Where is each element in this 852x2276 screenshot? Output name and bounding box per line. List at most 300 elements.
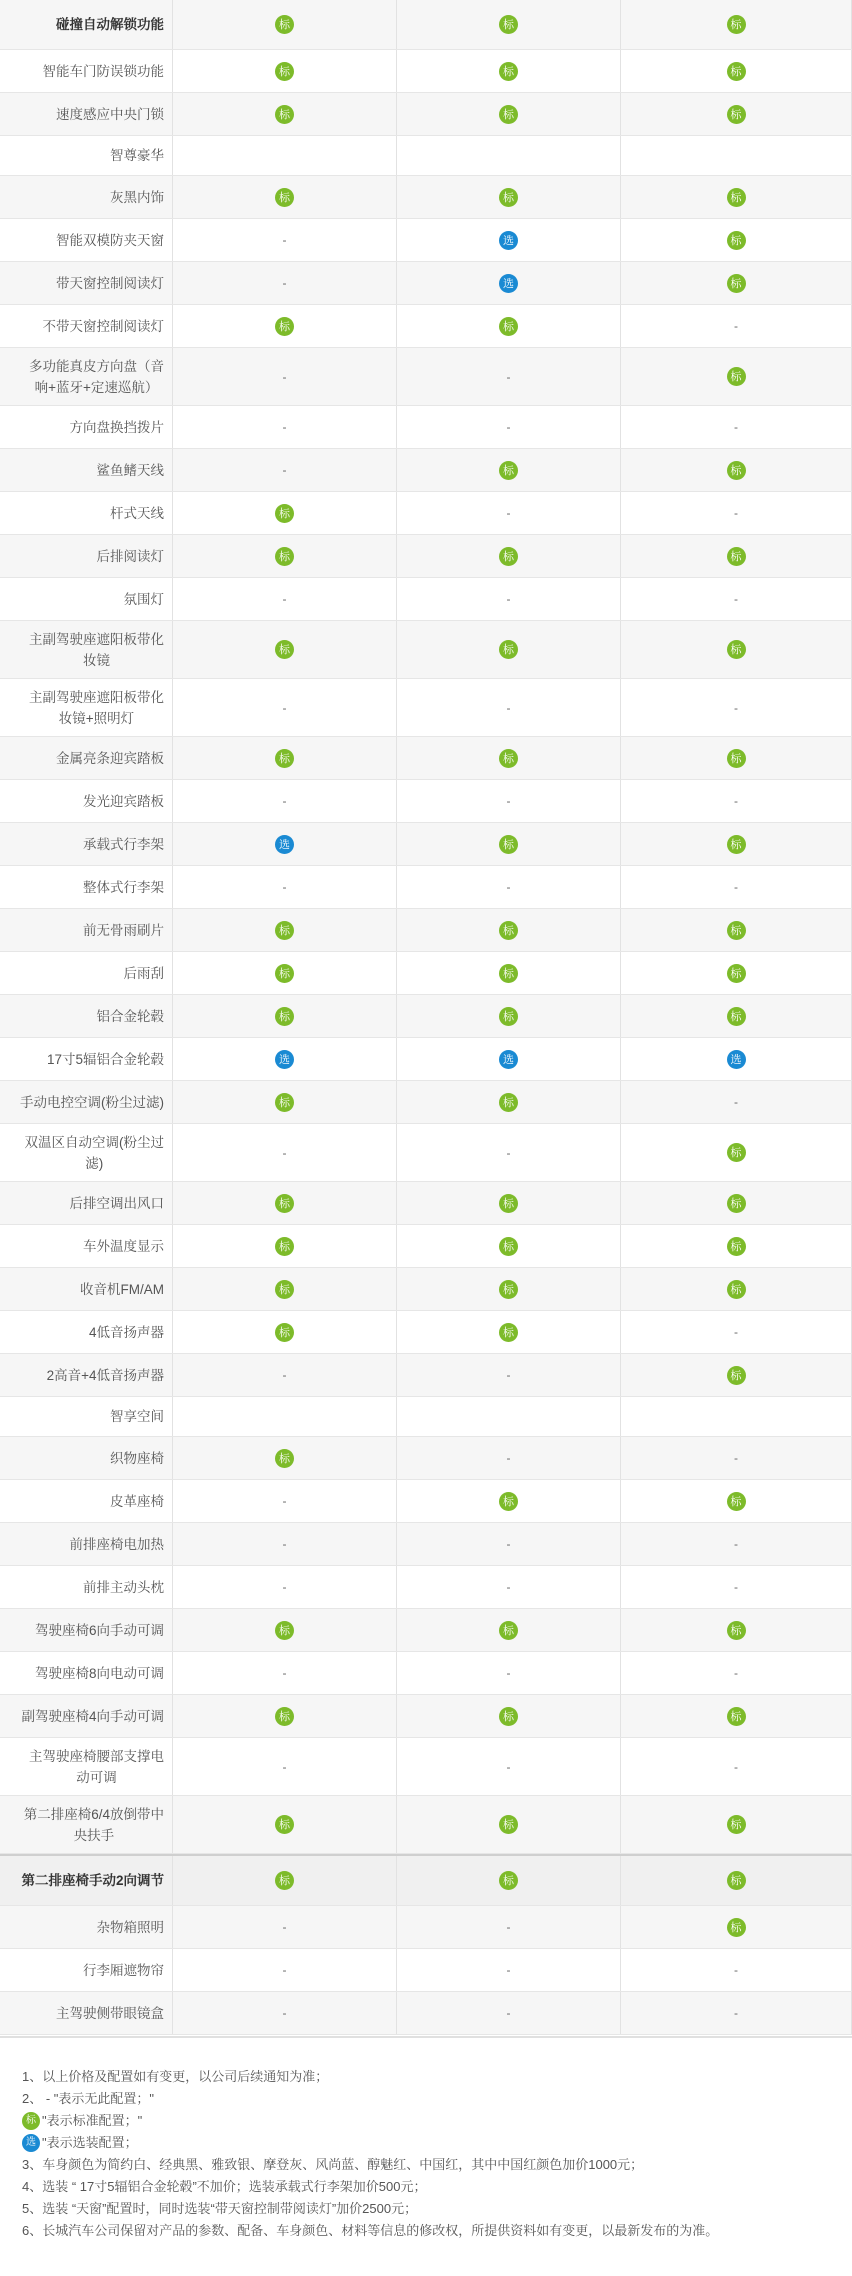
value-cell	[397, 219, 621, 261]
not-available-dash: -	[734, 319, 738, 333]
standard-badge-icon: 标	[499, 640, 518, 659]
value-cell	[173, 866, 397, 908]
table-row	[0, 1854, 852, 1906]
standard-badge-icon: 标	[22, 2112, 40, 2130]
value-cell	[621, 909, 852, 951]
value-cell	[621, 136, 852, 175]
standard-badge-icon: 标	[499, 1871, 518, 1890]
standard-badge-icon: 标	[499, 964, 518, 983]
row-label-line: 主驾驶座椅腰部支撑电	[29, 1748, 164, 1764]
value-cell	[621, 1437, 852, 1479]
value-cell	[397, 1695, 621, 1737]
note-line	[22, 2154, 852, 2176]
table-row	[0, 305, 852, 348]
row-label-line: 后雨刮	[123, 965, 164, 981]
table-row	[0, 492, 852, 535]
value-cell	[397, 305, 621, 347]
table-row	[0, 578, 852, 621]
not-available-dash: -	[282, 463, 287, 477]
value-cell	[397, 1609, 621, 1651]
value-cell	[397, 909, 621, 951]
notes-section	[0, 2036, 852, 2276]
row-label-line: 响+蓝牙+定速巡航）	[34, 379, 159, 395]
value-cell	[621, 737, 852, 779]
table-row	[0, 1609, 852, 1652]
value-cell	[397, 1992, 621, 2034]
value-cell	[397, 1437, 621, 1479]
standard-badge-icon: 标	[499, 62, 518, 81]
standard-badge-icon: 标	[275, 921, 294, 940]
table-row	[0, 219, 852, 262]
value-cell	[397, 262, 621, 304]
row-label-line: 杆式天线	[110, 505, 164, 521]
standard-badge-icon: 标	[499, 835, 518, 854]
table-row	[0, 348, 852, 406]
standard-badge-icon: 标	[499, 1007, 518, 1026]
value-cell	[397, 1652, 621, 1694]
value-cell	[397, 1182, 621, 1224]
standard-badge-icon: 标	[275, 1815, 294, 1834]
row-label	[0, 1225, 173, 1267]
value-cell	[397, 176, 621, 218]
row-label-line: 灰黑内饰	[110, 189, 164, 205]
table-row	[0, 866, 852, 909]
value-cell	[173, 348, 397, 405]
value-cell	[173, 1081, 397, 1123]
value-cell	[397, 1856, 621, 1905]
row-label-line: 第二排座椅手动2向调节	[21, 1873, 164, 1888]
value-cell	[621, 348, 852, 405]
value-cell	[397, 1906, 621, 1948]
standard-badge-icon: 标	[727, 964, 746, 983]
standard-badge-icon: 标	[275, 15, 294, 34]
table-row	[0, 406, 852, 449]
value-cell	[173, 737, 397, 779]
row-label	[0, 1268, 173, 1310]
value-cell	[173, 909, 397, 951]
table-row	[0, 50, 852, 93]
standard-badge-icon: 标	[727, 547, 746, 566]
standard-badge-icon: 标	[727, 1366, 746, 1385]
value-cell	[621, 305, 852, 347]
value-cell	[397, 50, 621, 92]
value-cell	[173, 1523, 397, 1565]
table-row	[0, 1992, 852, 2035]
row-label-line: 第二排座椅6/4放倒带中	[23, 1806, 164, 1822]
row-label	[0, 1949, 173, 1991]
table-row	[0, 1081, 852, 1124]
not-available-dash: -	[506, 369, 511, 384]
value-cell	[397, 1949, 621, 1991]
standard-badge-icon: 标	[727, 461, 746, 480]
value-cell	[397, 1268, 621, 1310]
value-cell	[621, 823, 852, 865]
not-available-dash: -	[734, 506, 738, 520]
value-cell	[397, 1225, 621, 1267]
row-label-line: 收音机FM/AM	[80, 1281, 164, 1297]
not-available-dash: -	[734, 1580, 738, 1594]
table-row	[0, 93, 852, 136]
standard-badge-icon: 标	[727, 105, 746, 124]
row-label	[0, 1437, 173, 1479]
row-label-line: 前无骨雨刷片	[83, 922, 164, 938]
value-cell	[621, 1081, 852, 1123]
note-text: 3、车身颜色为简约白、经典黑、雅致银、摩登灰、风尚蓝、醇魅红、中国红，其中中国红颜色加价1000元；	[22, 2157, 644, 2172]
value-cell	[621, 1268, 852, 1310]
standard-badge-icon: 标	[275, 1871, 294, 1890]
value-cell	[397, 995, 621, 1037]
standard-badge-icon: 标	[275, 640, 294, 659]
value-cell	[397, 136, 621, 175]
not-available-dash: -	[282, 1145, 287, 1160]
not-available-dash: -	[282, 233, 287, 247]
value-cell	[621, 219, 852, 261]
standard-badge-icon: 标	[275, 1449, 294, 1468]
row-label-line: 4低音扬声器	[88, 1324, 164, 1340]
standard-badge-icon: 标	[275, 749, 294, 768]
value-cell	[173, 1437, 397, 1479]
table-row	[0, 1652, 852, 1695]
value-cell	[621, 406, 852, 448]
standard-badge-icon: 标	[727, 1143, 746, 1162]
row-label	[0, 737, 173, 779]
not-available-dash: -	[282, 592, 287, 606]
row-label-line: 主副驾驶座遮阳板带化	[29, 631, 164, 647]
row-label	[0, 823, 173, 865]
note-line	[22, 2088, 852, 2110]
value-cell	[621, 1311, 852, 1353]
not-available-dash: -	[734, 1759, 738, 1774]
not-available-dash: -	[734, 1537, 738, 1551]
standard-badge-icon: 标	[499, 1707, 518, 1726]
not-available-dash: -	[506, 1145, 511, 1160]
value-cell	[397, 492, 621, 534]
value-cell	[173, 1038, 397, 1080]
value-cell	[397, 1311, 621, 1353]
value-cell	[621, 50, 852, 92]
not-available-dash: -	[506, 506, 511, 520]
not-available-dash: -	[734, 700, 738, 715]
value-cell	[173, 535, 397, 577]
row-label	[0, 1480, 173, 1522]
row-label	[0, 1397, 173, 1436]
row-label	[0, 1523, 173, 1565]
note-text: 4、选装 “ 17寸5辐铝合金轮毂”不加价；选装承载式行李架加价500元；	[22, 2179, 427, 2194]
standard-badge-icon: 标	[499, 317, 518, 336]
row-label-line: 发光迎宾踏板	[83, 793, 164, 809]
value-cell	[173, 1906, 397, 1948]
not-available-dash: -	[506, 1580, 511, 1594]
standard-badge-icon: 标	[727, 274, 746, 293]
not-available-dash: -	[734, 1963, 738, 1977]
row-label-line: 双温区自动空调(粉尘过	[24, 1134, 164, 1150]
value-cell	[173, 679, 397, 736]
standard-badge-icon: 标	[275, 317, 294, 336]
table-row	[0, 1949, 852, 1992]
optional-badge-icon: 选	[275, 835, 294, 854]
not-available-dash: -	[506, 794, 511, 808]
row-label-line: 铝合金轮毂	[96, 1008, 164, 1024]
table-row	[0, 1268, 852, 1311]
standard-badge-icon: 标	[727, 1237, 746, 1256]
table-row	[0, 737, 852, 780]
standard-badge-icon: 标	[727, 1194, 746, 1213]
value-cell	[621, 1906, 852, 1948]
table-row	[0, 1182, 852, 1225]
not-available-dash: -	[282, 2006, 287, 2020]
standard-badge-icon: 标	[275, 1707, 294, 1726]
value-cell	[173, 1124, 397, 1181]
standard-badge-icon: 标	[727, 1815, 746, 1834]
row-label	[0, 1738, 173, 1795]
row-label-line: 氛围灯	[123, 591, 164, 607]
row-label	[0, 780, 173, 822]
row-label	[0, 909, 173, 951]
row-label-line: 智享空间	[110, 1409, 164, 1424]
standard-badge-icon: 标	[727, 188, 746, 207]
standard-badge-icon: 标	[727, 15, 746, 34]
standard-badge-icon: 标	[727, 1621, 746, 1640]
value-cell	[397, 1523, 621, 1565]
value-cell	[397, 780, 621, 822]
table-row	[0, 1397, 852, 1437]
value-cell	[621, 449, 852, 491]
optional-badge-icon: 选	[499, 1050, 518, 1069]
value-cell	[173, 449, 397, 491]
not-available-dash: -	[282, 1666, 287, 1680]
value-cell	[397, 449, 621, 491]
row-label-line: 鲨鱼鳍天线	[96, 462, 164, 478]
row-label	[0, 492, 173, 534]
standard-badge-icon: 标	[727, 367, 746, 386]
table-row	[0, 909, 852, 952]
value-cell	[173, 1609, 397, 1651]
table-row	[0, 621, 852, 679]
value-cell	[173, 0, 397, 49]
not-available-dash: -	[506, 1759, 511, 1774]
value-cell	[173, 1949, 397, 1991]
row-label-line: 主副驾驶座遮阳板带化	[29, 689, 164, 705]
value-cell	[397, 1038, 621, 1080]
table-row	[0, 1311, 852, 1354]
value-cell	[397, 1124, 621, 1181]
standard-badge-icon: 标	[499, 461, 518, 480]
row-label-line: 妆镜	[83, 652, 110, 668]
standard-badge-icon: 标	[727, 921, 746, 940]
standard-badge-icon: 标	[275, 62, 294, 81]
row-label	[0, 578, 173, 620]
row-label-line: 副驾驶座椅4向手动可调	[21, 1708, 164, 1724]
standard-badge-icon: 标	[499, 1815, 518, 1834]
value-cell	[397, 1566, 621, 1608]
optional-badge-icon: 选	[727, 1050, 746, 1069]
value-cell	[621, 1652, 852, 1694]
not-available-dash: -	[734, 1451, 738, 1465]
standard-badge-icon: 标	[499, 188, 518, 207]
table-row	[0, 449, 852, 492]
row-label-line: 驾驶座椅8向电动可调	[34, 1665, 164, 1681]
value-cell	[397, 1738, 621, 1795]
table-row	[0, 1523, 852, 1566]
value-cell	[621, 1609, 852, 1651]
value-cell	[621, 1480, 852, 1522]
value-cell	[397, 621, 621, 678]
table-row	[0, 535, 852, 578]
standard-badge-icon: 标	[727, 640, 746, 659]
table-row	[0, 1566, 852, 1609]
row-label-line: 方向盘换挡拨片	[69, 419, 164, 435]
value-cell	[621, 679, 852, 736]
row-label	[0, 1038, 173, 1080]
row-label	[0, 1796, 173, 1853]
value-cell	[173, 176, 397, 218]
row-label-line: 手动电控空调(粉尘过滤)	[20, 1094, 164, 1110]
standard-badge-icon: 标	[727, 1918, 746, 1937]
table-row	[0, 176, 852, 219]
value-cell	[173, 1738, 397, 1795]
row-label	[0, 1081, 173, 1123]
not-available-dash: -	[734, 592, 738, 606]
value-cell	[621, 1695, 852, 1737]
standard-badge-icon: 标	[499, 1492, 518, 1511]
value-cell	[621, 1182, 852, 1224]
value-cell	[173, 136, 397, 175]
value-cell	[173, 1695, 397, 1737]
standard-badge-icon: 标	[275, 1093, 294, 1112]
note-line	[22, 2110, 852, 2132]
row-label	[0, 1609, 173, 1651]
table-row	[0, 1906, 852, 1949]
table-row	[0, 995, 852, 1038]
value-cell	[397, 1354, 621, 1396]
value-cell	[397, 406, 621, 448]
value-cell	[621, 1225, 852, 1267]
value-cell	[173, 1796, 397, 1853]
note-line	[22, 2198, 852, 2220]
row-label-line: 动可调	[76, 1769, 117, 1785]
row-label-line: 金属亮条迎宾踏板	[56, 750, 164, 766]
value-cell	[397, 823, 621, 865]
standard-badge-icon: 标	[499, 1323, 518, 1342]
row-label	[0, 305, 173, 347]
value-cell	[397, 1397, 621, 1436]
value-cell	[173, 492, 397, 534]
row-label-line: 17寸5辐铝合金轮毂	[46, 1051, 164, 1067]
row-label	[0, 995, 173, 1037]
row-label-line: 2高音+4低音扬声器	[46, 1367, 164, 1383]
standard-badge-icon: 标	[499, 1093, 518, 1112]
row-label	[0, 50, 173, 92]
note-line	[22, 2220, 852, 2242]
value-cell	[173, 1397, 397, 1436]
value-cell	[173, 578, 397, 620]
row-label-line: 智能车门防误锁功能	[42, 63, 164, 79]
row-label-line: 后排阅读灯	[96, 548, 164, 564]
table-row	[0, 0, 852, 50]
value-cell	[173, 219, 397, 261]
row-label-line: 织物座椅	[110, 1450, 164, 1466]
row-label-line: 行李厢遮物帘	[83, 1962, 164, 1978]
row-label	[0, 866, 173, 908]
not-available-dash: -	[734, 794, 738, 808]
row-label	[0, 1124, 173, 1181]
row-label-line: 多功能真皮方向盘（音	[29, 358, 164, 374]
value-cell	[173, 995, 397, 1037]
not-available-dash: -	[282, 1537, 287, 1551]
note-line	[22, 2066, 852, 2088]
not-available-dash: -	[282, 276, 287, 290]
value-cell	[397, 535, 621, 577]
value-cell	[173, 1268, 397, 1310]
standard-badge-icon: 标	[275, 504, 294, 523]
not-available-dash: -	[282, 369, 287, 384]
value-cell	[621, 492, 852, 534]
value-cell	[173, 1182, 397, 1224]
value-cell	[397, 1796, 621, 1853]
value-cell	[621, 866, 852, 908]
value-cell	[397, 952, 621, 994]
standard-badge-icon: 标	[499, 749, 518, 768]
row-label-line: 妆镜+照明灯	[58, 710, 135, 726]
not-available-dash: -	[506, 1537, 511, 1551]
row-label-line: 滤)	[85, 1155, 104, 1171]
not-available-dash: -	[282, 1963, 287, 1977]
not-available-dash: -	[734, 880, 738, 894]
value-cell	[397, 348, 621, 405]
value-cell	[397, 679, 621, 736]
standard-badge-icon: 标	[275, 547, 294, 566]
row-label	[0, 406, 173, 448]
row-label	[0, 176, 173, 218]
value-cell	[173, 952, 397, 994]
row-label	[0, 679, 173, 736]
value-cell	[397, 1081, 621, 1123]
not-available-dash: -	[282, 1920, 287, 1934]
not-available-dash: -	[282, 794, 287, 808]
value-cell	[621, 1566, 852, 1608]
note-text: 5、选装 “天窗”配置时，同时选装“带天窗控制带阅读灯”加价2500元；	[22, 2201, 418, 2216]
note-line	[22, 2132, 852, 2154]
note-text: 6、长城汽车公司保留对产品的参数、配备、车身颜色、材料等信息的修改权，所提供资料如有变更，以最新发布的为准。	[22, 2223, 719, 2238]
row-label	[0, 93, 173, 135]
value-cell	[621, 780, 852, 822]
row-label-line: 承载式行李架	[83, 836, 164, 852]
standard-badge-icon: 标	[499, 921, 518, 940]
standard-badge-icon: 标	[275, 1323, 294, 1342]
standard-badge-icon: 标	[727, 62, 746, 81]
standard-badge-icon: 标	[727, 1280, 746, 1299]
not-available-dash: -	[282, 1759, 287, 1774]
value-cell	[397, 578, 621, 620]
value-cell	[621, 262, 852, 304]
not-available-dash: -	[734, 1666, 738, 1680]
value-cell	[621, 1523, 852, 1565]
note-line	[22, 2176, 852, 2198]
row-label	[0, 1992, 173, 2034]
standard-badge-icon: 标	[499, 1280, 518, 1299]
row-label-line: 车外温度显示	[83, 1238, 164, 1254]
note-text: "表示标准配置；"	[42, 2113, 143, 2128]
standard-badge-icon: 标	[275, 1621, 294, 1640]
row-label-line: 皮革座椅	[110, 1493, 164, 1509]
optional-badge-icon: 选	[499, 274, 518, 293]
standard-badge-icon: 标	[499, 105, 518, 124]
table-row	[0, 1480, 852, 1523]
row-label	[0, 1566, 173, 1608]
table-row	[0, 823, 852, 866]
standard-badge-icon: 标	[727, 231, 746, 250]
row-label	[0, 1906, 173, 1948]
